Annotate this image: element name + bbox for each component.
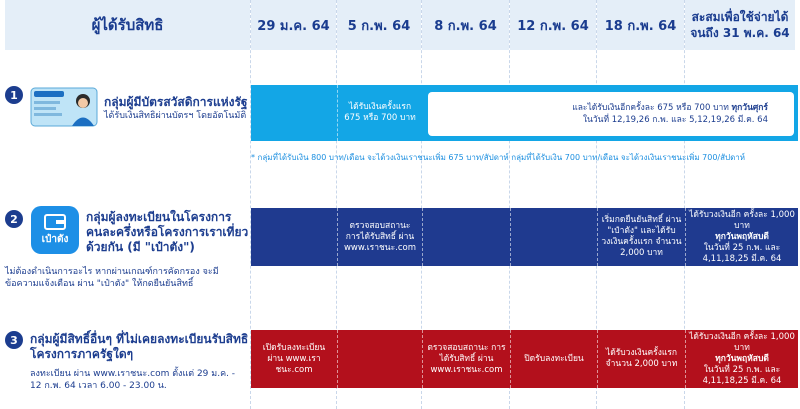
group-3-extra-line2: ในวันที่ 25 ก.พ. และ 4,11,18,25 มี.ค. 64: [702, 364, 782, 386]
group-2-extra-emph: ทุกวันพฤหัสบดี: [715, 231, 769, 242]
group-1-later-payments: [428, 92, 794, 136]
group-2-band: [251, 208, 798, 266]
group-3-first-payment: ได้รับวงเงินครั้งแรก จำนวน 2,000 บาท: [597, 330, 685, 388]
group-3-extra-payments: [685, 330, 798, 388]
header-spend-until: [685, 0, 795, 50]
group-1-number: 1: [5, 86, 23, 104]
group-2-cell-empty: [251, 208, 337, 266]
group-3-open-register: เปิดรับลงทะเบียน ผ่าน www.เราชนะ.com: [262, 342, 326, 375]
group-2-check-status: ตรวจสอบสถานะ การได้รับสิทธิ์ ผ่าน www.เราชนะ.com: [337, 208, 422, 266]
group-2-confirm: เริ่มกดยืนยันสิทธิ์ ผ่าน "เป๋าตัง" และได้รับวงเงินครั้งแรก จำนวน 2,000 บาท: [597, 208, 685, 266]
group-2-number: 2: [5, 210, 23, 228]
group-1-note: * กลุ่มที่ได้รับเงิน 800 บาท/เดือน จะได้วงเงินเราชนะเพิ่ม 675 บาท/สัปดาห์ กลุ่มที่ได้รับเงิน 700 บาท/เดือน จะได้วงเงินเราชนะเพิ่ม 700/สัปดาห์: [251, 153, 746, 162]
pao-tang-label: เป๋าตัง: [41, 233, 69, 245]
group-1-cell-empty: [251, 85, 337, 141]
header-date-3: 8 ก.พ. 64: [422, 0, 509, 50]
header-date-1: 29 ม.ค. 64: [251, 0, 336, 50]
group-1-subtitle: ได้รับเงินสิทธิผ่านบัตรฯ โดยอัตโนมัติ: [104, 111, 247, 121]
group-2-subtitle: ไม่ต้องดำเนินการอะไร หากผ่านเกณฑ์การคัดกรอง จะมีข้อความแจ้งเตือน ผ่าน "เป๋าตัง" ให้กดยืนยันสิทธิ์: [5, 267, 219, 289]
group-1-first-payment: ได้รับเงินครั้งแรก 675 หรือ 700 บาท: [337, 85, 422, 141]
group-2-cell-empty: [510, 208, 597, 266]
header-spend-until-line1: สะสมเพื่อใช้จ่ายได้: [691, 10, 789, 24]
group-1-later-line2: ในวันที่ 12,19,26 ก.พ. และ 5,12,19,26 มี.ค. 64: [582, 115, 768, 125]
header-date-4: 12 ก.พ. 64: [510, 0, 596, 50]
header-spend-until-line2: จนถึง 31 พ.ค. 64: [690, 26, 790, 40]
group-3-extra-emph: ทุกวันพฤหัสบดี: [715, 353, 769, 364]
group-2-extra-line2: ในวันที่ 25 ก.พ. และ 4,11,18,25 มี.ค. 64: [702, 242, 782, 264]
group-2-extra-payments: [685, 208, 798, 266]
group-2-cell-empty: [422, 208, 510, 266]
group-3-extra-line1: ได้รับวงเงินอีก ครั้งละ 1,000 บาท: [689, 331, 795, 353]
group-3-check-status: ตรวจสอบสถานะ การได้รับสิทธิ์ ผ่าน www.เราชนะ.com: [422, 330, 510, 388]
group-3-close-register: ปิดรับลงทะเบียน: [510, 330, 597, 388]
group-3-subtitle: ลงทะเบียน ผ่าน www.เราชนะ.com ตั้งแต่ 29 ม.ค. - 12 ก.พ. 64 เวลา 6.00 - 23.00 น.: [30, 369, 236, 391]
group-3-cell-empty: [337, 330, 422, 388]
header-date-2: 5 ก.พ. 64: [337, 0, 421, 50]
group-2-title: กลุ่มผู้ลงทะเบียนในโครงการคนละครึ่งหรือโครงการเราเที่ยวด้วยกัน (มี "เป๋าตัง"): [86, 210, 249, 254]
wallet-icon: [44, 214, 66, 230]
group-3-title: กลุ่มผู้มีสิทธิ์อื่นๆ ที่ไม่เคยลงทะเบียนรับสิทธิโครงการภาครัฐใดๆ: [30, 332, 249, 361]
group-3-number: 3: [5, 331, 23, 349]
group-1-title: กลุ่มผู้มีบัตรสวัสดิการแห่งรัฐ: [104, 95, 248, 109]
pao-tang-app-icon: [31, 206, 79, 254]
group-3-band: [251, 330, 798, 388]
header-eligible: ผู้ได้รับสิทธิ: [5, 0, 250, 50]
welfare-card-icon: [30, 87, 98, 127]
group-2-extra-line1: ได้รับวงเงินอีก ครั้งละ 1,000 บาท: [689, 209, 795, 231]
header-date-5: 18 ก.พ. 64: [597, 0, 684, 50]
group-1-later-line1: และได้รับเงินอีกครั้งละ 675 หรือ 700 บาท ทุกวันศุกร์: [572, 103, 768, 113]
